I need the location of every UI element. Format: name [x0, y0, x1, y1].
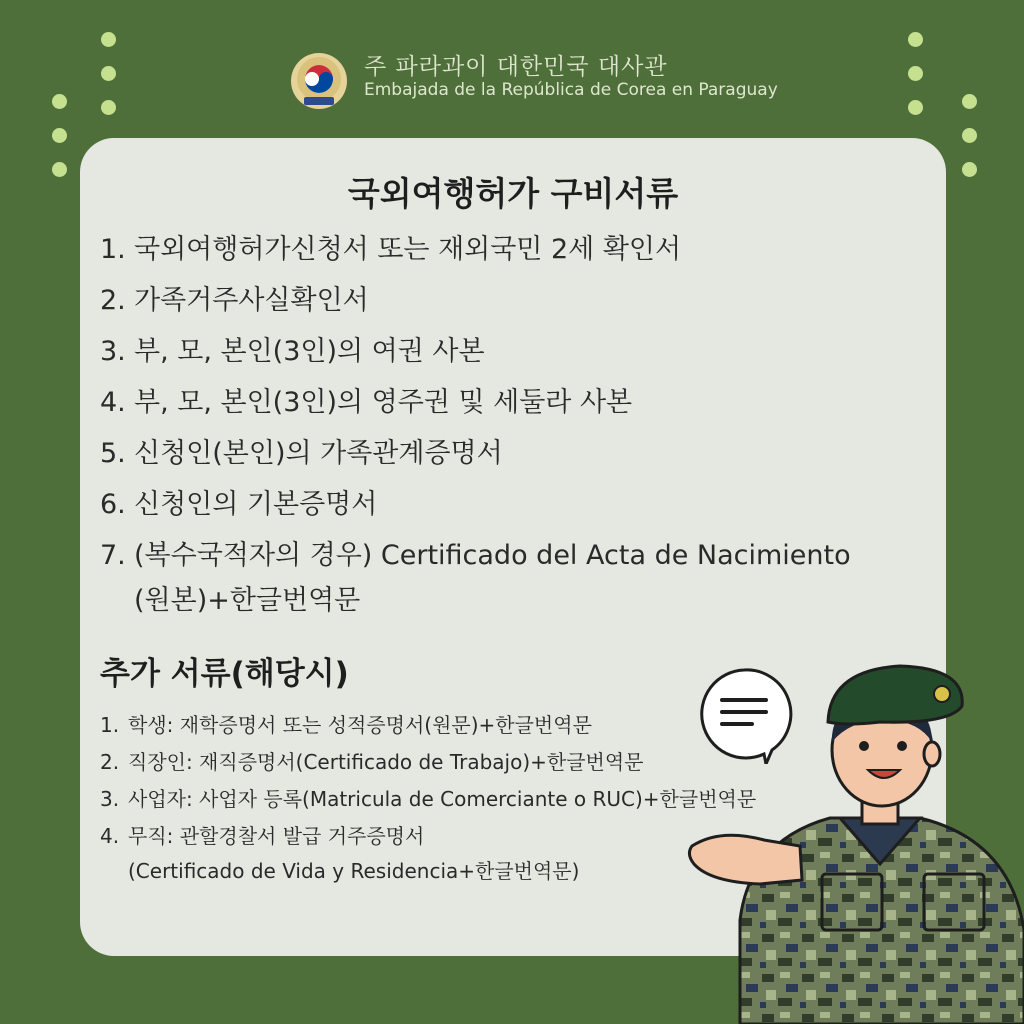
additional-documents-list [100, 710, 756, 886]
item-text: 사업자: 사업자 등록(Matricula de Comerciante o RUC)+한글번역문 [128, 787, 757, 811]
list-item-continuation: (Certificado de Vida y Residencia+한글번역문) [128, 859, 580, 883]
list-item [100, 710, 756, 747]
item-text: 신청인의 기본증명서 [134, 489, 378, 520]
list-item [100, 821, 756, 858]
korea-embassy-emblem-icon [290, 52, 348, 110]
item-number: 1. [100, 713, 120, 737]
item-number: 1. [100, 234, 126, 265]
item-number: 6. [100, 489, 126, 520]
list-item [100, 434, 851, 485]
list-item-continuation: (원본)+한글번역문 [134, 585, 361, 616]
embassy-header [290, 44, 790, 114]
embassy-name-spanish: Embajada de la República de Corea en Paraguay [364, 80, 778, 100]
list-item [100, 230, 851, 281]
list-item [100, 747, 756, 784]
item-text: 부, 모, 본인(3인)의 여권 사본 [134, 336, 485, 367]
page-title: 국외여행허가 구비서류 [347, 174, 679, 213]
item-number: 3. [100, 787, 120, 811]
item-number: 4. [100, 824, 120, 848]
dot [908, 100, 923, 115]
item-text: 가족거주사실확인서 [134, 285, 369, 316]
dot [101, 100, 116, 115]
item-text: 국외여행허가신청서 또는 재외국민 2세 확인서 [134, 234, 682, 265]
dot [962, 94, 977, 109]
list-item [100, 281, 851, 332]
item-number: 7. [100, 540, 126, 571]
dot [962, 128, 977, 143]
dot [101, 32, 116, 47]
item-number: 4. [100, 387, 126, 418]
item-text: 직장인: 재직증명서(Certificado de Trabajo)+한글번역문 [128, 750, 644, 774]
item-number: 2. [100, 285, 126, 316]
item-text: (복수국적자의 경우) Certificado del Acta de Nacimiento [134, 540, 851, 571]
list-item [100, 332, 851, 383]
item-text: 학생: 재학증명서 또는 성적증명서(원문)+한글번역문 [128, 713, 592, 737]
dot [52, 162, 67, 177]
dot [52, 94, 67, 109]
item-number: 2. [100, 750, 120, 774]
dot [908, 32, 923, 47]
list-item [100, 383, 851, 434]
required-documents-list [100, 230, 851, 621]
item-number: 3. [100, 336, 126, 367]
dot [962, 162, 977, 177]
embassy-name-korean: 주 파라과이 대한민국 대사관 [364, 54, 668, 80]
section-title: 추가 서류(해당시) [100, 656, 349, 692]
dot [908, 66, 923, 81]
item-number: 5. [100, 438, 126, 469]
item-text: 부, 모, 본인(3인)의 영주권 및 세둘라 사본 [134, 387, 633, 418]
dot [101, 66, 116, 81]
soldier-illustration [680, 650, 1024, 1024]
dot [52, 128, 67, 143]
item-text: 신청인(본인)의 가족관계증명서 [134, 438, 503, 469]
list-item [100, 536, 851, 587]
item-text: 무직: 관할경찰서 발급 거주증명서 [128, 824, 425, 848]
list-item [100, 784, 756, 821]
list-item [100, 485, 851, 536]
